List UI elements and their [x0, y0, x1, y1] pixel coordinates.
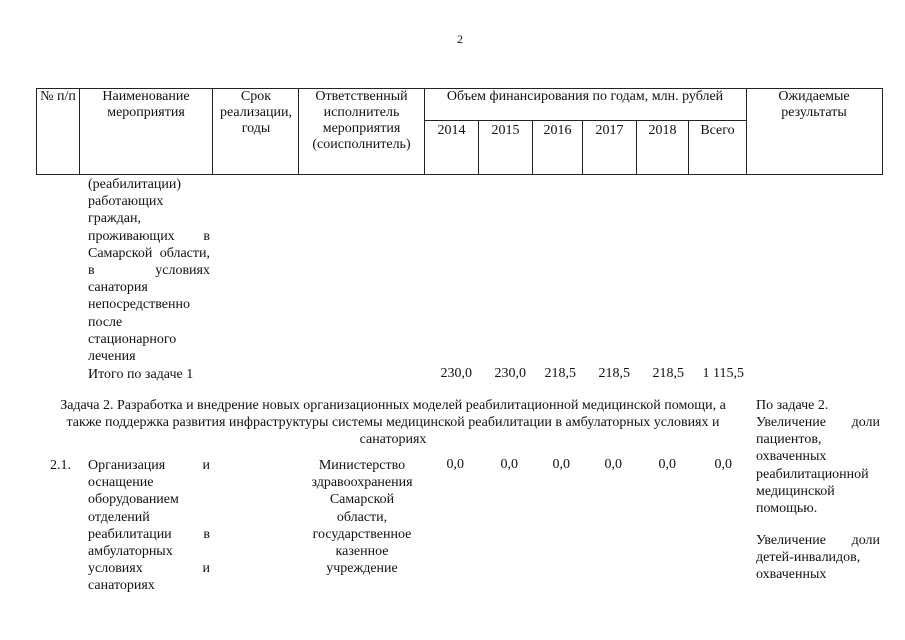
- year-2017-header: 2017: [595, 123, 624, 138]
- row-2-1-2014: 0,0: [446, 457, 464, 472]
- total-label: Итого по задаче 1: [88, 367, 194, 382]
- row-2-1-2017: 0,0: [604, 457, 622, 472]
- total-all: 1 115,5: [702, 366, 744, 381]
- page-number: 2: [457, 32, 463, 46]
- col-number-header: № п/п: [40, 89, 76, 104]
- total-2016: 218,5: [544, 366, 576, 381]
- year-2016-header: 2016: [543, 123, 572, 138]
- year-2014-header: 2014: [437, 123, 466, 138]
- continuation-text: (реабилитации) работающих граждан, проживающих в Самарской области, в условиях санатория непосредственно после стационарного лечения: [88, 177, 210, 365]
- col-result-header: Ожидаемые результаты: [778, 89, 850, 120]
- row-2-1-responsible: Министерство здравоохранения Самарской области, государственное казенное учреждение: [311, 458, 413, 577]
- row-2-1-result-2: Увеличение доли детей-инвалидов, охваченных: [756, 533, 880, 583]
- row-2-1-name: Организация и оснащение оборудованием отделений реабилитации в амбулаторных условиях и санаториях: [88, 458, 210, 594]
- row-2-1-total: 0,0: [714, 457, 732, 472]
- task-2-title: Задача 2. Разработка и внедрение новых организационных моделей реабилитационной медицинской помощи, а также поддержка развития инфраструктуры системы медицинской реабилитации в амбулаторных условиях и санаториях: [60, 398, 726, 448]
- row-2-1-number: 2.1.: [50, 458, 71, 473]
- task-2-result-title: По задаче 2.: [756, 398, 829, 413]
- row-2-1-2015: 0,0: [500, 457, 518, 472]
- year-2015-header: 2015: [491, 123, 520, 138]
- year-total-header: Всего: [700, 123, 735, 138]
- total-2014: 230,0: [440, 366, 472, 381]
- total-2017: 218,5: [598, 366, 630, 381]
- col-name-header: Наименование мероприятия: [102, 89, 190, 120]
- total-2018: 218,5: [652, 366, 684, 381]
- col-responsible-header: Ответственный исполнитель мероприятия (соисполнитель): [312, 89, 411, 152]
- row-2-1-2016: 0,0: [552, 457, 570, 472]
- row-2-1-result-1: Увеличение доли пациентов, охваченных реабилитационной медицинской помощью.: [756, 415, 880, 517]
- col-financing-header: Объем финансирования по годам, млн. рублей: [446, 89, 724, 104]
- col-term-header: Срок реализации, годы: [220, 89, 292, 136]
- year-2018-header: 2018: [648, 123, 677, 138]
- row-2-1-2018: 0,0: [658, 457, 676, 472]
- total-2015: 230,0: [494, 366, 526, 381]
